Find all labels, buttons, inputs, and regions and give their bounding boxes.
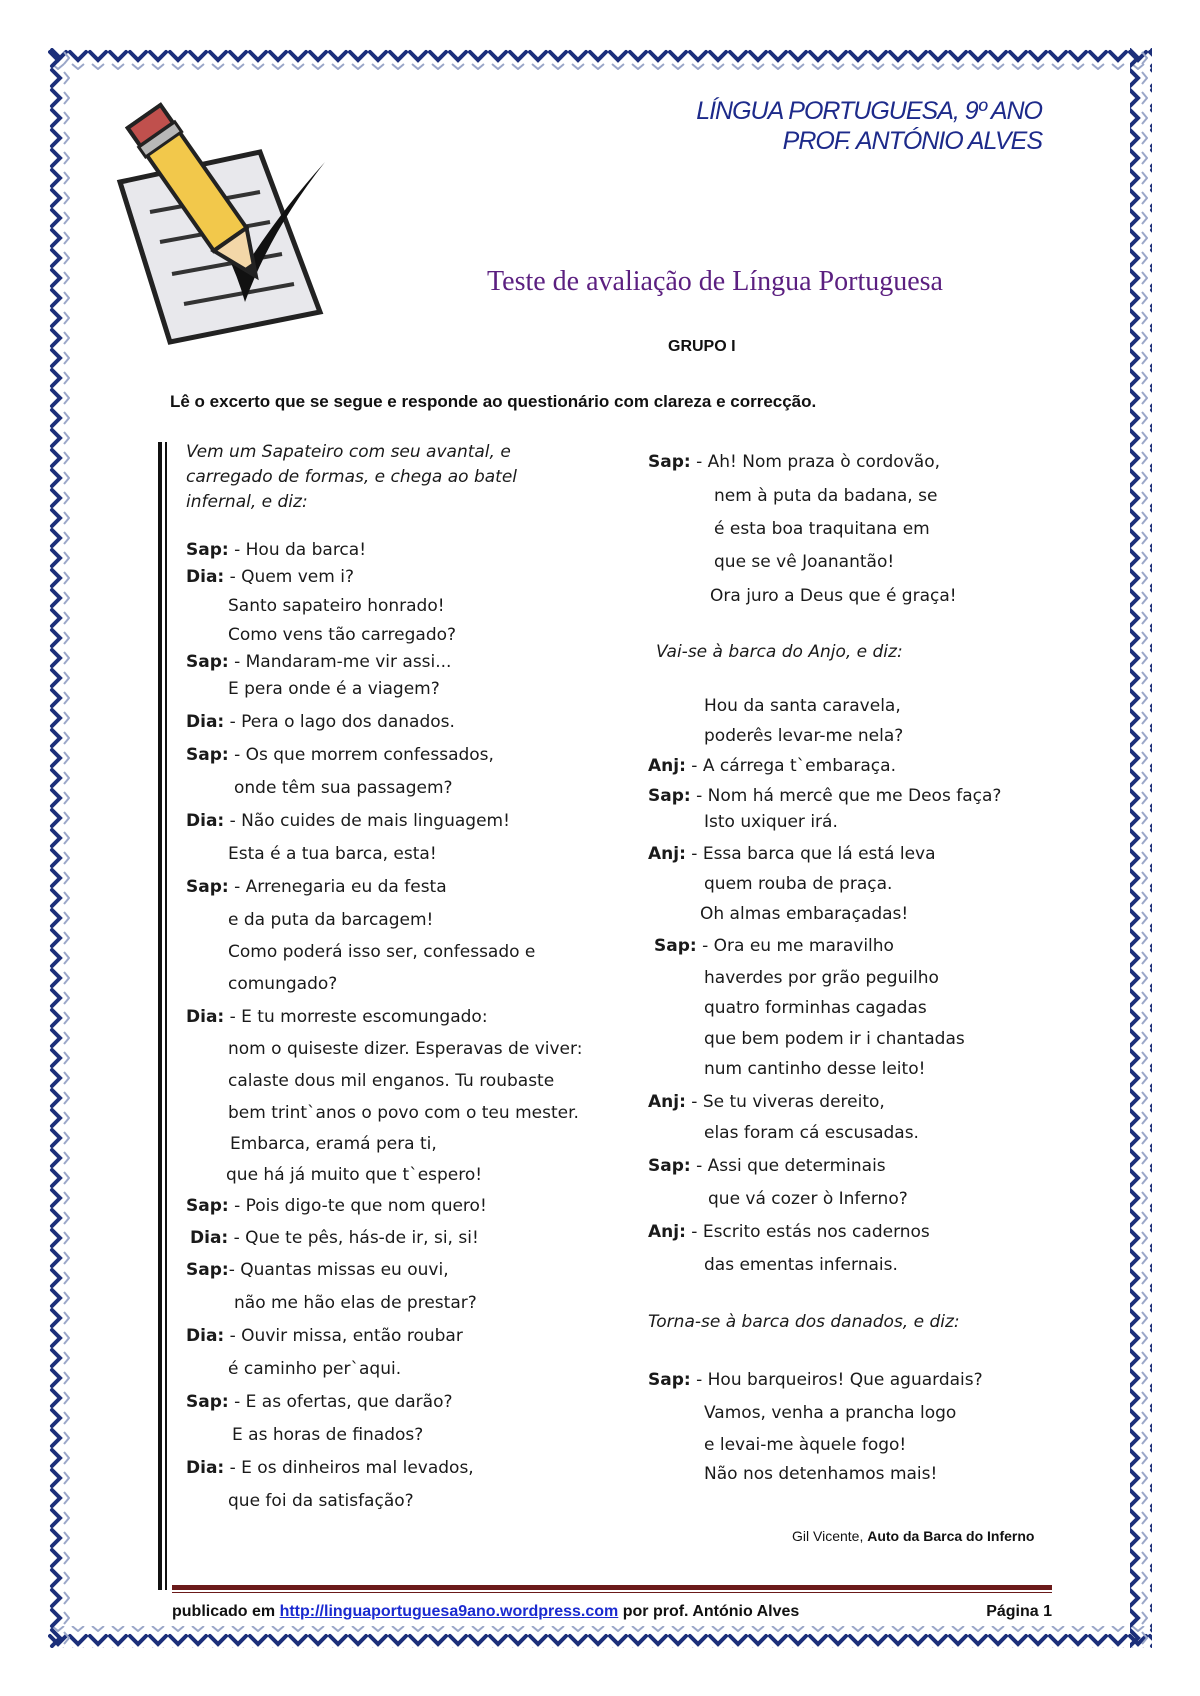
verse-line: [228, 1491, 414, 1511]
verse-text: nem à puta da badana, se: [714, 486, 938, 506]
verse-text: quem rouba de praça.: [704, 874, 893, 894]
verse-text: - Os que morrem confessados,: [228, 745, 494, 765]
verse-line: [648, 452, 940, 472]
verse-text: que vá cozer ò Inferno?: [708, 1189, 908, 1209]
verse-line: [186, 652, 451, 672]
verse-line: [704, 1464, 937, 1484]
speaker-label: Sap:: [648, 452, 691, 472]
verse-line: [648, 1370, 983, 1390]
verse-line: [186, 1458, 474, 1478]
pencil-checklist-icon: [110, 92, 350, 352]
verse-text: num cantinho desse leito!: [704, 1059, 926, 1079]
verse-line: [234, 1293, 477, 1313]
verse-text: elas foram cá escusadas.: [704, 1123, 919, 1143]
verse-text: Esta é a tua barca, esta!: [228, 844, 437, 864]
verse-line: [714, 552, 894, 572]
verse-line: [648, 786, 1001, 806]
verse-text: - Nom há mercê que me Deos faça?: [690, 786, 1002, 806]
verse-line: [704, 1029, 965, 1049]
verse-line: [704, 1123, 919, 1143]
verse-text: Santo sapateiro honrado!: [228, 596, 445, 616]
verse-line: [648, 1092, 885, 1112]
verse-text: - Pois digo-te que nom quero!: [228, 1196, 487, 1216]
verse-text: Ora juro a Deus que é graça!: [710, 586, 957, 606]
page-title: Teste de avaliação de Língua Portuguesa: [487, 266, 943, 297]
footer-blog-link[interactable]: http://linguaportuguesa9ano.wordpress.com: [279, 1603, 619, 1620]
verse-line: [648, 756, 896, 776]
verse-text: Vamos, venha a prancha logo: [704, 1403, 957, 1423]
page-number: Página 1: [986, 1603, 1052, 1620]
verse-text: E pera onde é a viagem?: [228, 679, 440, 699]
footer: [172, 1603, 1052, 1621]
verse-line: [228, 942, 535, 962]
verse-line: [704, 1255, 898, 1275]
speaker-label: Anj:: [648, 1092, 686, 1112]
verse-text: - Ah! Nom praza ò cordovão,: [690, 452, 940, 472]
verse-line: [228, 1103, 579, 1123]
left-margin-rule-thin: [165, 442, 167, 1590]
verse-line: [228, 596, 445, 616]
verse-line: [704, 726, 903, 746]
verse-text: Como poderá isso ser, confessado e: [228, 942, 536, 962]
verse-line: [704, 1059, 925, 1079]
verse-line: [704, 998, 927, 1018]
verse-text: - Pera o lago dos danados.: [224, 712, 455, 732]
speaker-label: Dia:: [186, 1458, 225, 1478]
verse-line: [710, 586, 957, 606]
verse-text: onde têm sua passagem?: [234, 778, 453, 798]
speaker-label: Dia:: [190, 1228, 229, 1248]
verse-text: - Que te pês, hás-de ir, si, si!: [228, 1228, 479, 1248]
verse-text: - Arrenegaria eu da festa: [228, 877, 447, 897]
verse-line: [186, 1392, 453, 1412]
verse-text: comungado?: [228, 974, 338, 994]
footer-suffix: por prof. António Alves: [618, 1603, 800, 1620]
speaker-label: Dia:: [186, 811, 225, 831]
verse-line: [186, 1260, 449, 1280]
verse-line: [226, 1165, 482, 1185]
speaker-label: Sap:: [186, 877, 229, 897]
verse-line: [228, 1071, 554, 1091]
verse-text: - Quantas missas eu ouvi,: [228, 1260, 449, 1280]
verse-text: é caminho per`aqui.: [228, 1359, 402, 1379]
verse-line: [654, 936, 894, 956]
verse-text: - Essa barca que lá está leva: [685, 844, 936, 864]
speaker-label: Sap:: [186, 1392, 229, 1412]
verse-text: - Não cuides de mais linguagem!: [224, 811, 510, 831]
speaker-label: Sap:: [186, 540, 229, 560]
verse-text: - A cárrega t`embaraça.: [685, 756, 896, 776]
verse-text: E as horas de finados?: [232, 1425, 424, 1445]
instruction-text: Lê o excerto que se segue e responde ao questionário com clareza e correcção.: [170, 392, 817, 411]
header-subject: LÍNGUA PORTUGUESA, 9º ANO: [696, 97, 1042, 125]
speaker-label: Dia:: [186, 712, 225, 732]
stage-direction: Vem um Sapateiro com seu avantal, e carregado de formas, e chega ao batel infernal, e diz:: [186, 442, 518, 512]
verse-text: nom o quiseste dizer. Esperavas de viver:: [228, 1039, 583, 1059]
verse-text: - Hou barqueiros! Que aguardais?: [690, 1370, 983, 1390]
verse-text: - E as ofertas, que darão?: [228, 1392, 453, 1412]
speaker-label: Sap:: [648, 1370, 691, 1390]
speaker-label: Sap:: [648, 1156, 691, 1176]
verse-text: Oh almas embaraçadas!: [700, 904, 909, 924]
verse-text: haverdes por grão peguilho: [704, 968, 939, 988]
stage-direction: Vai-se à barca do Anjo, e diz:: [656, 642, 903, 662]
verse-text: Não nos detenhamos mais!: [704, 1464, 938, 1484]
verse-line: [648, 1222, 930, 1242]
verse-text: que bem podem ir i chantadas: [704, 1029, 965, 1049]
verse-text: quatro forminhas cagadas: [704, 998, 927, 1018]
speaker-label: Sap:: [648, 786, 691, 806]
verse-line: [234, 778, 453, 798]
speaker-label: Anj:: [648, 1222, 686, 1242]
header-block: [696, 96, 1042, 156]
verse-line: [230, 1134, 437, 1154]
verse-line: [186, 1196, 487, 1216]
verse-text: poderês levar-me nela?: [704, 726, 904, 746]
verse-line: [700, 904, 908, 924]
verse-line: [714, 486, 937, 506]
verse-text: das ementas infernais.: [704, 1255, 898, 1275]
verse-line: [704, 696, 901, 716]
verse-line: [186, 540, 366, 560]
left-margin-rule: [158, 442, 162, 1590]
verse-line: [186, 877, 447, 897]
verse-text: - Mandaram-me vir assi...: [228, 652, 452, 672]
verse-text: Hou da santa caravela,: [704, 696, 901, 716]
verse-line: [714, 519, 930, 539]
verse-text: Como vens tão carregado?: [228, 625, 457, 645]
speaker-label: Sap:: [186, 1196, 229, 1216]
verse-text: e da puta da barcagem!: [228, 910, 434, 930]
verse-text: que há já muito que t`espero!: [226, 1165, 483, 1185]
verse-line: [704, 812, 838, 832]
verse-line: [704, 874, 892, 894]
verse-text: Isto uxiquer irá.: [704, 812, 838, 832]
verse-line: [190, 1228, 479, 1248]
footer-divider: [172, 1585, 1052, 1590]
verse-text: Embarca, eramá pera ti,: [230, 1134, 437, 1154]
verse-text: - E os dinheiros mal levados,: [224, 1458, 474, 1478]
verse-line: [704, 1403, 956, 1423]
speaker-label: Sap:: [654, 936, 697, 956]
attribution-author: Gil Vicente,: [792, 1528, 868, 1544]
verse-line: [228, 1359, 401, 1379]
verse-line: [232, 1425, 423, 1445]
verse-line: [186, 1326, 463, 1346]
verse-text: calaste dous mil enganos. Tu roubaste: [228, 1071, 555, 1091]
verse-line: [228, 844, 437, 864]
verse-line: [186, 712, 455, 732]
speaker-label: Anj:: [648, 844, 686, 864]
verse-line: [228, 974, 337, 994]
footer-divider-thin: [172, 1592, 1052, 1593]
verse-line: [228, 679, 440, 699]
verse-text: que se vê Joanantão!: [714, 552, 895, 572]
speaker-label: Sap:: [186, 1260, 229, 1280]
header-teacher: PROF. ANTÓNIO ALVES: [782, 127, 1042, 155]
verse-line: [186, 745, 494, 765]
footer-prefix: publicado em: [172, 1603, 280, 1620]
verse-line: [186, 567, 354, 587]
verse-text: - Se tu viveras dereito,: [685, 1092, 885, 1112]
verse-line: [648, 1156, 886, 1176]
verse-line: [228, 910, 433, 930]
verse-text: que foi da satisfação?: [228, 1491, 414, 1511]
speaker-label: Anj:: [648, 756, 686, 776]
verse-text: é esta boa traquitana em: [714, 519, 930, 539]
verse-line: [648, 844, 936, 864]
verse-text: - Quem vem i?: [224, 567, 354, 587]
verse-text: - Assi que determinais: [690, 1156, 886, 1176]
verse-text: e levai-me àquele fogo!: [704, 1435, 907, 1455]
verse-text: - E tu morreste escomungado:: [224, 1007, 488, 1027]
verse-line: [228, 1039, 582, 1059]
verse-line: [704, 968, 939, 988]
verse-text: - Ora eu me maravilho: [696, 936, 894, 956]
speaker-label: Dia:: [186, 1007, 225, 1027]
attribution-work: Auto da Barca do Inferno: [867, 1528, 1035, 1544]
verse-text: - Ouvir missa, então roubar: [224, 1326, 463, 1346]
stage-direction: Torna-se à barca dos danados, e diz:: [648, 1312, 960, 1332]
speaker-label: Sap:: [186, 652, 229, 672]
verse-text: - Hou da barca!: [228, 540, 367, 560]
verse-text: não me hão elas de prestar?: [234, 1293, 477, 1313]
speaker-label: Dia:: [186, 1326, 225, 1346]
verse-line: [186, 811, 510, 831]
verse-text: - Escrito estás nos cadernos: [685, 1222, 930, 1242]
attribution: [792, 1528, 1034, 1544]
speaker-label: Sap:: [186, 745, 229, 765]
verse-line: [186, 1007, 488, 1027]
verse-line: [704, 1435, 906, 1455]
verse-line: [708, 1189, 908, 1209]
verse-line: [228, 625, 456, 645]
speaker-label: Dia:: [186, 567, 225, 587]
group-title: GRUPO I: [668, 338, 736, 355]
verse-text: bem trint`anos o povo com o teu mester.: [228, 1103, 579, 1123]
